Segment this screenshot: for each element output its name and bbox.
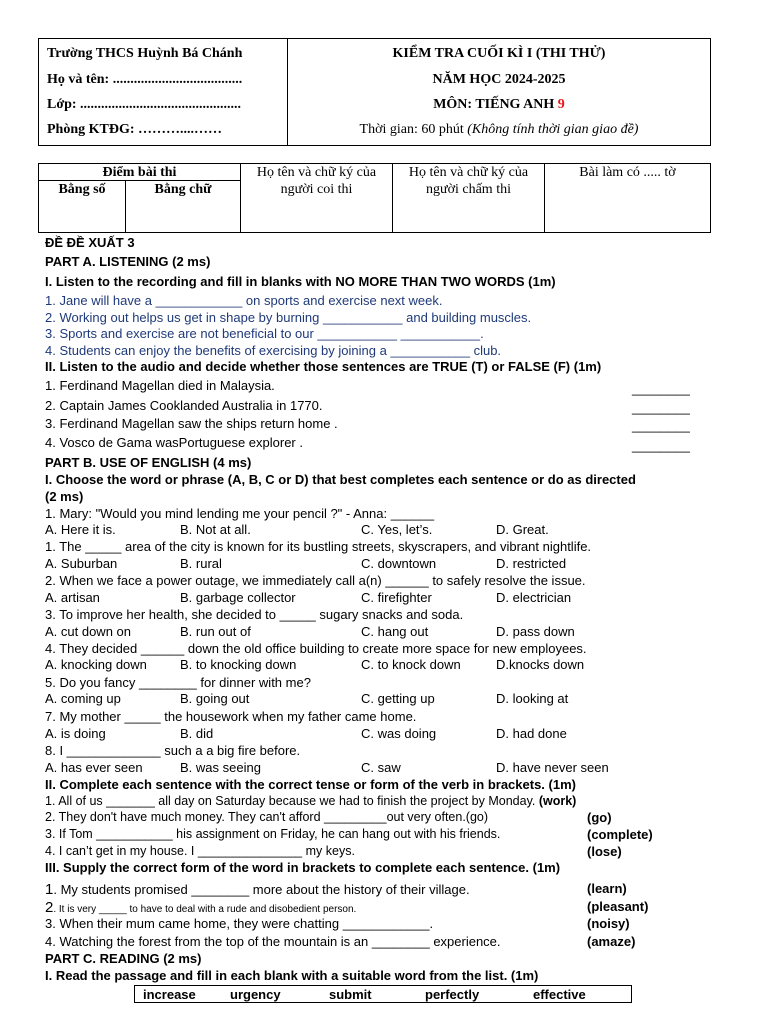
mcq-option-a: A. has ever seen <box>45 760 143 775</box>
verb-form-hint: (complete) <box>587 827 653 842</box>
mcq-option-a: A. coming up <box>45 691 121 706</box>
word-list-item: increase <box>143 987 196 1002</box>
part-b-section-3-heading: III. Supply the correct form of the word in brackets to complete each sentence. (1m) <box>45 860 561 875</box>
mcq-option-d: D. restricted <box>496 556 567 571</box>
exam-code: ĐỀ ĐỀ XUẤT 3 <box>45 235 135 250</box>
listening-fill-item: 1. Jane will have a ____________ on sports and exercise next week. <box>45 293 443 308</box>
mcq-question: 1. Mary: "Would you mind lending me your pencil ?" - Anna: ______ <box>45 506 435 521</box>
mcq-option-b: B. did <box>180 726 214 741</box>
part-a-section-2-heading: II. Listen to the audio and decide whether those sentences are TRUE (T) or FALSE (F) (1m) <box>45 359 602 374</box>
time-note: (Không tính thời gian giao đề) <box>467 122 639 137</box>
mcq-option-a: A. knocking down <box>45 657 147 672</box>
mcq-option-d: D.knocks down <box>496 657 585 672</box>
verb-form-sentence: 2. They don't have much money. They can't afford _________out very often.(go) <box>45 810 489 824</box>
mcq-option-d: D. Great. <box>496 522 549 537</box>
mcq-option-c: C. downtown <box>361 556 437 571</box>
time-label: Thời gian: 60 phút <box>359 122 468 137</box>
exam-info-panel <box>288 39 710 145</box>
listening-fill-item: 4. Students can enjoy the benefits of exercising by joining a ___________ club. <box>45 343 502 358</box>
mcq-option-b: B. was seeing <box>180 760 261 775</box>
exam-title: KIỂM TRA CUỐI KÌ I (THI THỬ) <box>392 46 606 61</box>
school-year: NĂM HỌC 2024-2025 <box>432 72 566 87</box>
listening-fill-item: 3. Sports and exercise are not beneficial to our ___________ ___________. <box>45 326 484 341</box>
word-form-number: 3 <box>45 916 53 931</box>
mcq-option-c: C. getting up <box>361 691 435 706</box>
word-form-item <box>45 916 433 931</box>
mcq-option-b: B. going out <box>180 691 250 706</box>
mcq-question: 1. The _____ area of the city is known for its bustling streets, skyscrapers, and vibrant nightlife. <box>45 539 592 554</box>
student-info-panel <box>39 39 288 145</box>
word-list-item: perfectly <box>425 987 480 1002</box>
true-false-blank: ________ <box>632 400 690 415</box>
word-form-hint: (amaze) <box>587 934 636 949</box>
word-form-sentence: . It is very _____ to have to deal with a rude and disobedient person. <box>53 904 357 915</box>
mcq-question: 3. To improve her health, she decided to _____ sugary snacks and soda. <box>45 607 464 622</box>
grader-signature-cell: Họ tên và chữ ký của người chấm thi <box>393 164 545 232</box>
word-form-sentence: . When their mum came home, they were chatting ____________. <box>52 916 434 931</box>
exam-room-line: Phòng KTĐG: ………....…… <box>47 122 223 137</box>
mcq-option-c: C. hang out <box>361 624 429 639</box>
mcq-option-b: B. garbage collector <box>180 590 296 605</box>
subject-label: MÔN: TIẾNG ANH <box>433 97 558 112</box>
score-by-number: Bằng số <box>39 181 126 232</box>
mcq-option-d: D. electrician <box>496 590 572 605</box>
word-list-item: effective <box>533 987 586 1002</box>
word-form-sentence: . My students promised ________ more about the history of their village. <box>53 882 470 897</box>
verb-form-hint: (lose) <box>587 844 622 859</box>
mcq-option-c: C. Yes, let’s. <box>361 522 433 537</box>
mcq-option-c: C. to knock down <box>361 657 461 672</box>
word-form-number: 1 <box>45 881 54 898</box>
verb-form-item <box>45 794 576 808</box>
true-false-blank: ________ <box>632 418 690 433</box>
part-a-section-1-heading: I. Listen to the recording and fill in blanks with NO MORE THAN TWO WORDS (1m) <box>45 274 556 289</box>
mcq-question: 7. My mother _____ the housework when my father came home. <box>45 709 417 724</box>
word-form-item <box>45 881 470 898</box>
word-form-hint: (noisy) <box>587 916 630 931</box>
true-false-item: 1. Ferdinand Magellan died in Malaysia. <box>45 378 275 393</box>
part-b-section-2-heading: II. Complete each sentence with the correct tense or form of the verb in brackets. (1m) <box>45 777 576 792</box>
mcq-option-d: D. looking at <box>496 691 569 706</box>
word-form-hint: (pleasant) <box>587 899 649 914</box>
verb-form-hint: (go) <box>587 810 612 825</box>
mcq-question: 4. They decided ______ down the old office building to create more space for new employees. <box>45 641 587 656</box>
true-false-item: 2. Captain James Cooklanded Australia in 1770. <box>45 398 323 413</box>
mcq-option-a: A. Suburban <box>45 556 118 571</box>
mcq-question: 5. Do you fancy ________ for dinner with me? <box>45 675 311 690</box>
word-list-item: submit <box>329 987 372 1002</box>
mcq-option-c: C. saw <box>361 760 401 775</box>
mcq-option-a: A. is doing <box>45 726 106 741</box>
mcq-question: 2. When we face a power outage, we immediately call a(n) ______ to safely resolve the issue. <box>45 573 586 588</box>
mcq-option-c: C. was doing <box>361 726 437 741</box>
part-b-section-1-heading-cont: (2 ms) <box>45 489 84 504</box>
mcq-question: 8. I _____________ such a a big fire before. <box>45 743 301 758</box>
part-c-heading: PART C. READING (2 ms) <box>45 951 202 966</box>
word-form-number: 4 <box>45 934 53 949</box>
mcq-option-b: B. run out of <box>180 624 251 639</box>
sheet-count-cell: Bài làm có ..... tờ <box>579 165 676 180</box>
true-false-blank: ________ <box>632 381 690 396</box>
mcq-option-b: B. Not at all. <box>180 522 251 537</box>
student-name-line: Họ và tên: ..................................... <box>47 72 243 87</box>
true-false-blank: ________ <box>632 438 690 453</box>
score-table <box>38 163 711 233</box>
class-line: Lớp: .............................................. <box>47 97 242 112</box>
word-form-item <box>45 934 501 949</box>
part-b-section-1-heading: I. Choose the word or phrase (A, B, C or D) that best completes each sentence or do as directed <box>45 472 636 487</box>
mcq-option-a: A. artisan <box>45 590 100 605</box>
proctor-signature-cell: Họ tên và chữ ký của người coi thi <box>241 164 393 232</box>
true-false-item: 3. Ferdinand Magellan saw the ships return home . <box>45 416 338 431</box>
verb-form-hint: (work) <box>538 794 577 808</box>
mcq-option-d: D. pass down <box>496 624 575 639</box>
mcq-option-c: C. firefighter <box>361 590 432 605</box>
grade-number: 9 <box>557 97 565 112</box>
mcq-option-a: A. cut down on <box>45 624 131 639</box>
exam-header <box>38 38 711 146</box>
mcq-option-a: A. Here it is. <box>45 522 116 537</box>
mcq-option-b: B. rural <box>180 556 222 571</box>
part-c-section-1-heading: I. Read the passage and fill in each blank with a suitable word from the list. (1m) <box>45 968 539 983</box>
verb-form-sentence: 3. If Tom ___________ his assignment on Friday, he can hang out with his friends. <box>45 827 501 841</box>
verb-form-sentence: 4. I can’t get in my house. I _______________ my keys. <box>45 844 355 858</box>
part-b-heading: PART B. USE OF ENGLISH (4 ms) <box>45 455 252 470</box>
true-false-item: 4. Vosco de Gama wasPortuguese explorer . <box>45 435 303 450</box>
mcq-option-d: D. have never seen <box>496 760 609 775</box>
word-form-sentence: . Watching the forest from the top of the mountain is an ________ experience. <box>52 934 501 949</box>
score-header: Điểm bài thi <box>39 164 241 181</box>
word-form-number: 2 <box>45 899 54 916</box>
time-line <box>288 122 710 138</box>
word-form-item <box>45 899 356 916</box>
part-a-heading: PART A. LISTENING (2 ms) <box>45 254 211 269</box>
score-by-words: Bằng chữ <box>126 181 241 232</box>
word-form-hint: (learn) <box>587 881 627 896</box>
subject-line <box>288 97 710 113</box>
verb-form-sentence: 1. All of us _______ all day on Saturday because we had to finish the project by Monday. <box>45 794 539 808</box>
word-list-item: urgency <box>230 987 281 1002</box>
listening-fill-item: 2. Working out helps us get in shape by burning ___________ and building muscles. <box>45 310 532 325</box>
mcq-option-d: D. had done <box>496 726 567 741</box>
mcq-option-b: B. to knocking down <box>180 657 297 672</box>
word-list-box <box>134 985 632 1003</box>
school-name: Trường THCS Huỳnh Bá Chánh <box>47 46 243 61</box>
